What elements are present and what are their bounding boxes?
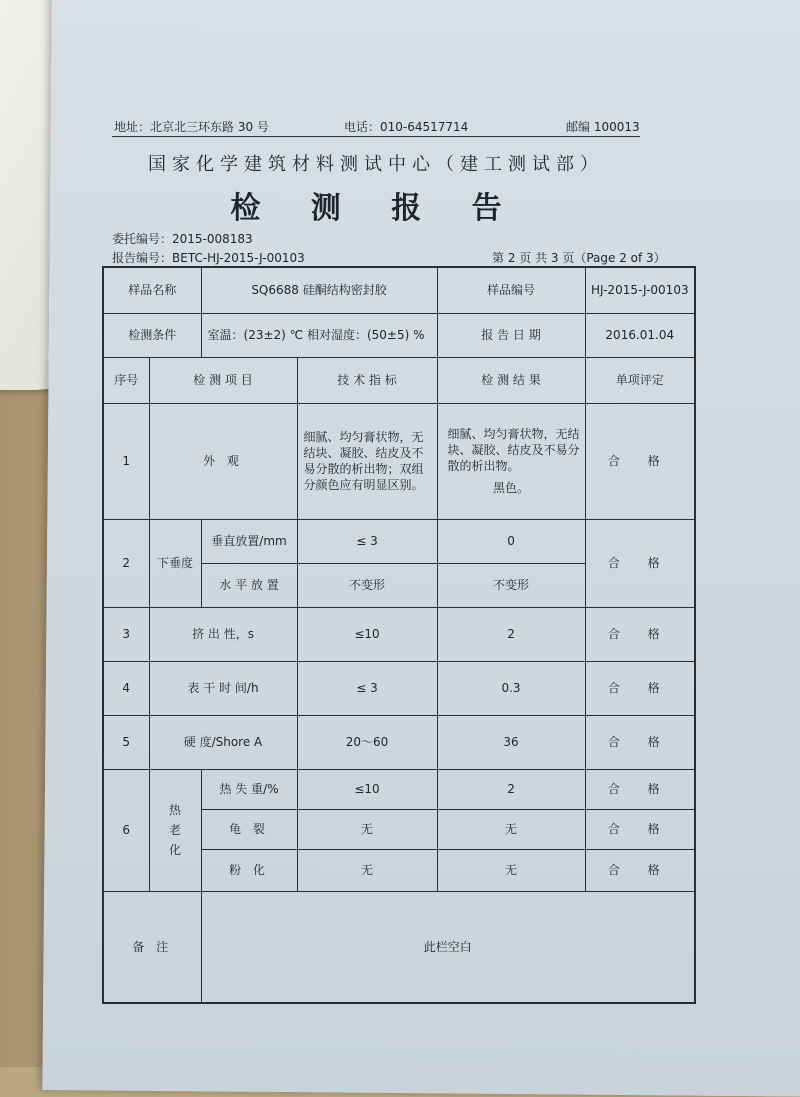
test-item: 外 观 xyxy=(149,403,297,519)
test-item: 挤 出 性，s xyxy=(149,607,297,661)
row-number: 6 xyxy=(103,769,149,891)
table-row xyxy=(103,661,695,715)
row-number: 2 xyxy=(103,519,149,607)
test-result: 0.3 xyxy=(437,661,585,715)
condition-row xyxy=(103,313,695,357)
report-title: 检 测 报 告 xyxy=(230,191,522,226)
test-result: 无 xyxy=(437,809,585,849)
result-color: 黑色。 xyxy=(493,481,530,495)
test-result: 2 xyxy=(437,769,585,809)
sample-number-label: 样品编号 xyxy=(437,267,585,313)
verdict: 合 格 xyxy=(585,607,695,661)
sample-info-row xyxy=(103,267,695,313)
row-number: 4 xyxy=(103,661,149,715)
verdict: 合 格 xyxy=(585,849,695,891)
test-results-table xyxy=(102,266,696,1004)
test-result: 0 xyxy=(437,519,585,563)
contact-line xyxy=(112,116,640,137)
col-header-no: 序号 xyxy=(103,357,149,403)
result-text: 细腻、均匀膏状物，无结块、凝胶、结皮及不易分散的析出物。 xyxy=(447,427,580,473)
row-number: 1 xyxy=(103,403,149,519)
test-result: 36 xyxy=(437,715,585,769)
test-result: 无 xyxy=(437,849,585,891)
test-group: 下垂度 xyxy=(149,519,201,607)
table-row xyxy=(103,769,695,809)
test-result: 2 xyxy=(437,607,585,661)
verdict: 合 格 xyxy=(585,809,695,849)
test-subitem: 水 平 放 置 xyxy=(201,563,297,607)
sample-name: SQ6688 硅酮结构密封胶 xyxy=(201,267,437,313)
verdict: 合 格 xyxy=(585,661,695,715)
col-header-item: 检 测 项 目 xyxy=(149,357,297,403)
test-item: 硬 度/Shore A xyxy=(149,715,297,769)
tech-spec: ≤ 3 xyxy=(297,519,437,563)
verdict: 合 格 xyxy=(585,403,695,519)
report-number: 报告编号：BETC-HJ-2015-J-00103 xyxy=(112,251,305,265)
table-row xyxy=(103,403,695,519)
test-subitem: 垂直放置/mm xyxy=(201,519,297,563)
col-header-verdict: 单项评定 xyxy=(585,357,695,403)
tech-spec: 无 xyxy=(297,809,437,849)
test-subitem: 粉 化 xyxy=(201,849,297,891)
commission-number: 委托编号：2015-008183 xyxy=(112,232,253,246)
col-header-result: 检 测 结 果 xyxy=(437,357,585,403)
report-date: 2016.01.04 xyxy=(585,313,695,357)
sample-number: HJ-2015-J-00103 xyxy=(585,267,695,313)
address: 地址：北京北三环东路 30 号 xyxy=(114,120,269,134)
tech-spec: 20～60 xyxy=(297,715,437,769)
test-condition-label: 检测条件 xyxy=(103,313,201,357)
test-subitem: 热 失 重/% xyxy=(201,769,297,809)
table-row xyxy=(103,607,695,661)
table-row xyxy=(103,715,695,769)
test-result xyxy=(437,403,585,519)
tech-spec: 不变形 xyxy=(297,563,437,607)
col-header-spec: 技 术 指 标 xyxy=(297,357,437,403)
table-row xyxy=(103,519,695,563)
report-date-label: 报 告 日 期 xyxy=(437,313,585,357)
test-condition: 室温：(23±2) ℃ 相对湿度：(50±5) % xyxy=(201,313,437,357)
test-result: 不变形 xyxy=(437,563,585,607)
remarks-text: 此栏空白 xyxy=(201,891,695,1003)
tech-spec: ≤ 3 xyxy=(297,661,437,715)
remarks-label: 备 注 xyxy=(103,891,201,1003)
verdict: 合 格 xyxy=(585,715,695,769)
sample-name-label: 样品名称 xyxy=(103,267,201,313)
verdict: 合 格 xyxy=(585,519,695,607)
tech-spec: ≤10 xyxy=(297,607,437,661)
tech-spec: ≤10 xyxy=(297,769,437,809)
page-indicator: 第 2 页 共 3 页（Page 2 of 3） xyxy=(492,251,666,265)
column-header-row xyxy=(103,357,695,403)
row-number: 5 xyxy=(103,715,149,769)
test-group: 热老化 xyxy=(149,769,201,891)
tech-spec: 细腻、均匀膏状物，无结块、凝胶、结皮及不易分散的析出物；双组分颜色应有明显区别。 xyxy=(297,403,437,519)
tech-spec: 无 xyxy=(297,849,437,891)
test-subitem: 龟 裂 xyxy=(201,809,297,849)
verdict: 合 格 xyxy=(585,769,695,809)
organization-name: 国家化学建筑材料测试中心（建工测试部） xyxy=(148,154,604,175)
row-number: 3 xyxy=(103,607,149,661)
test-item: 表 干 时 间/h xyxy=(149,661,297,715)
postcode: 邮编 100013 xyxy=(566,120,640,134)
remarks-row xyxy=(103,891,695,1003)
phone: 电话：010-64517714 xyxy=(344,120,469,134)
